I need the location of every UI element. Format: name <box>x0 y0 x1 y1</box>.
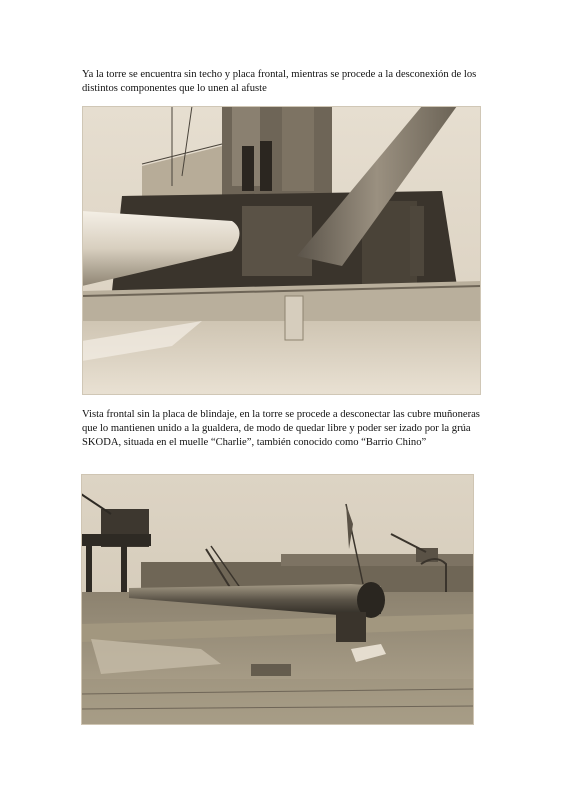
turret-photo-image <box>82 106 481 395</box>
dock-crane-photo <box>81 474 474 725</box>
dock-crane-photo-image <box>81 474 474 725</box>
caption-paragraph-1: Ya la torre se encuentra sin techo y placa frontal, mientras se procede a la desconexión de los distintos componentes que lo unen al afuste <box>82 69 477 95</box>
turret-photo <box>82 106 481 395</box>
caption-paragraph-2: Vista frontal sin la placa de blindaje, en la torre se procede a desconectar las cubre muñoneras que lo mantienen unido a la gualdera, de modo de quedar libre y poder ser izado por la grúa SKODA, situada en el muelle “Charlie”, también conocido como “Barrio Chino” <box>82 409 480 449</box>
